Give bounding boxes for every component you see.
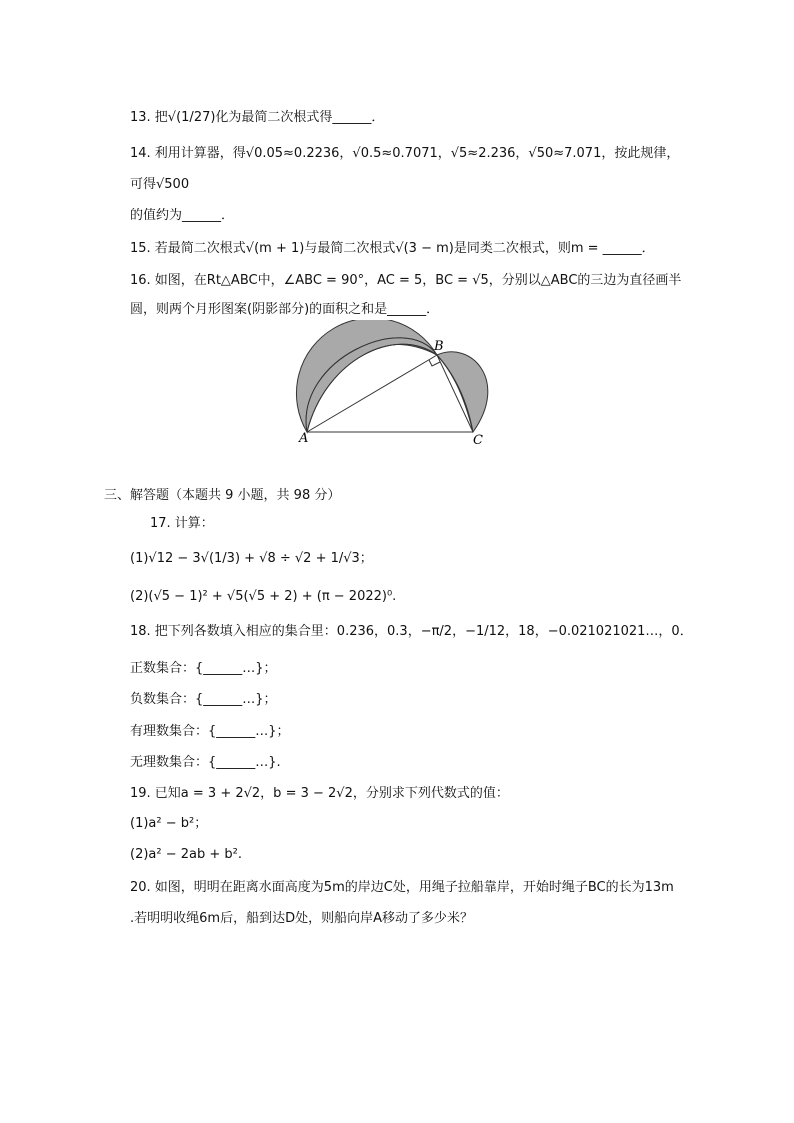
q19-part2: (2)a² − 2ab + b².: [130, 847, 242, 862]
q16-line1: 16. 如图，在Rt△ABC中，∠ABC = 90°，AC = 5，BC = √5，分别以△ABC的三边为直径画半: [130, 273, 682, 288]
q17-part1: (1)√12 − 3√(1/3) + √8 ÷ √2 + 1/√3；: [130, 551, 373, 566]
q17-part2: (2)(√5 − 1)² + √5(√5 + 2) + (π − 2022)⁰.: [130, 589, 397, 604]
lune-left-shade: [296, 320, 437, 432]
q13: 13. 把√(1/27)化为最简二次根式得______．: [130, 110, 385, 125]
q14-line3: 的值约为______．: [130, 208, 235, 223]
q17-head: 17. 计算：: [150, 516, 214, 531]
q19-part1: (1)a² − b²；: [130, 816, 208, 831]
right-angle-mark: [429, 360, 440, 366]
q18-head: 18. 把下列各数填入相应的集合里：0.236，0.3，−π/2，−1/12，18，−0.021021021…，0．: [130, 624, 693, 639]
q14-line1: 14. 利用计算器，得√0.05≈0.2236，√0.5≈0.7071，√5≈2.236，√50≈7.071，按此规律，: [130, 146, 680, 161]
lune-figure: [295, 320, 505, 450]
q16-line2: 圆，则两个月形图案(阴影部分)的面积之和是______．: [130, 302, 440, 317]
set-positive: 正数集合：{______…}；: [130, 661, 277, 676]
q20-line2: .若明明收绳6m后，船到达D处，则船向岸A移动了多少米？: [130, 911, 473, 926]
set-rational: 有理数集合：{______…}；: [130, 724, 290, 739]
q14-line2: 可得√500: [130, 177, 190, 192]
q20-line1: 20. 如图，明明在距离水面高度为5m的岸边C处，用绳子拉船靠岸，开始时绳子BC的长为13m: [130, 880, 674, 895]
label-a: A: [299, 431, 309, 446]
q15: 15. 若最简二次根式√(m + 1)与最简二次根式√(3 − m)是同类二次根式，则m = ______．: [130, 241, 655, 256]
label-c: C: [473, 433, 483, 448]
q19-head: 19. 已知a = 3 + 2√2，b = 3 − 2√2，分别求下列代数式的值：: [130, 786, 509, 801]
section-title: 三、解答题（本题共 9 小题，共 98 分）: [104, 488, 341, 503]
label-b: B: [434, 339, 444, 354]
set-negative: 负数集合：{______…}；: [130, 692, 277, 707]
set-irrational: 无理数集合：{______…}.: [130, 755, 281, 770]
